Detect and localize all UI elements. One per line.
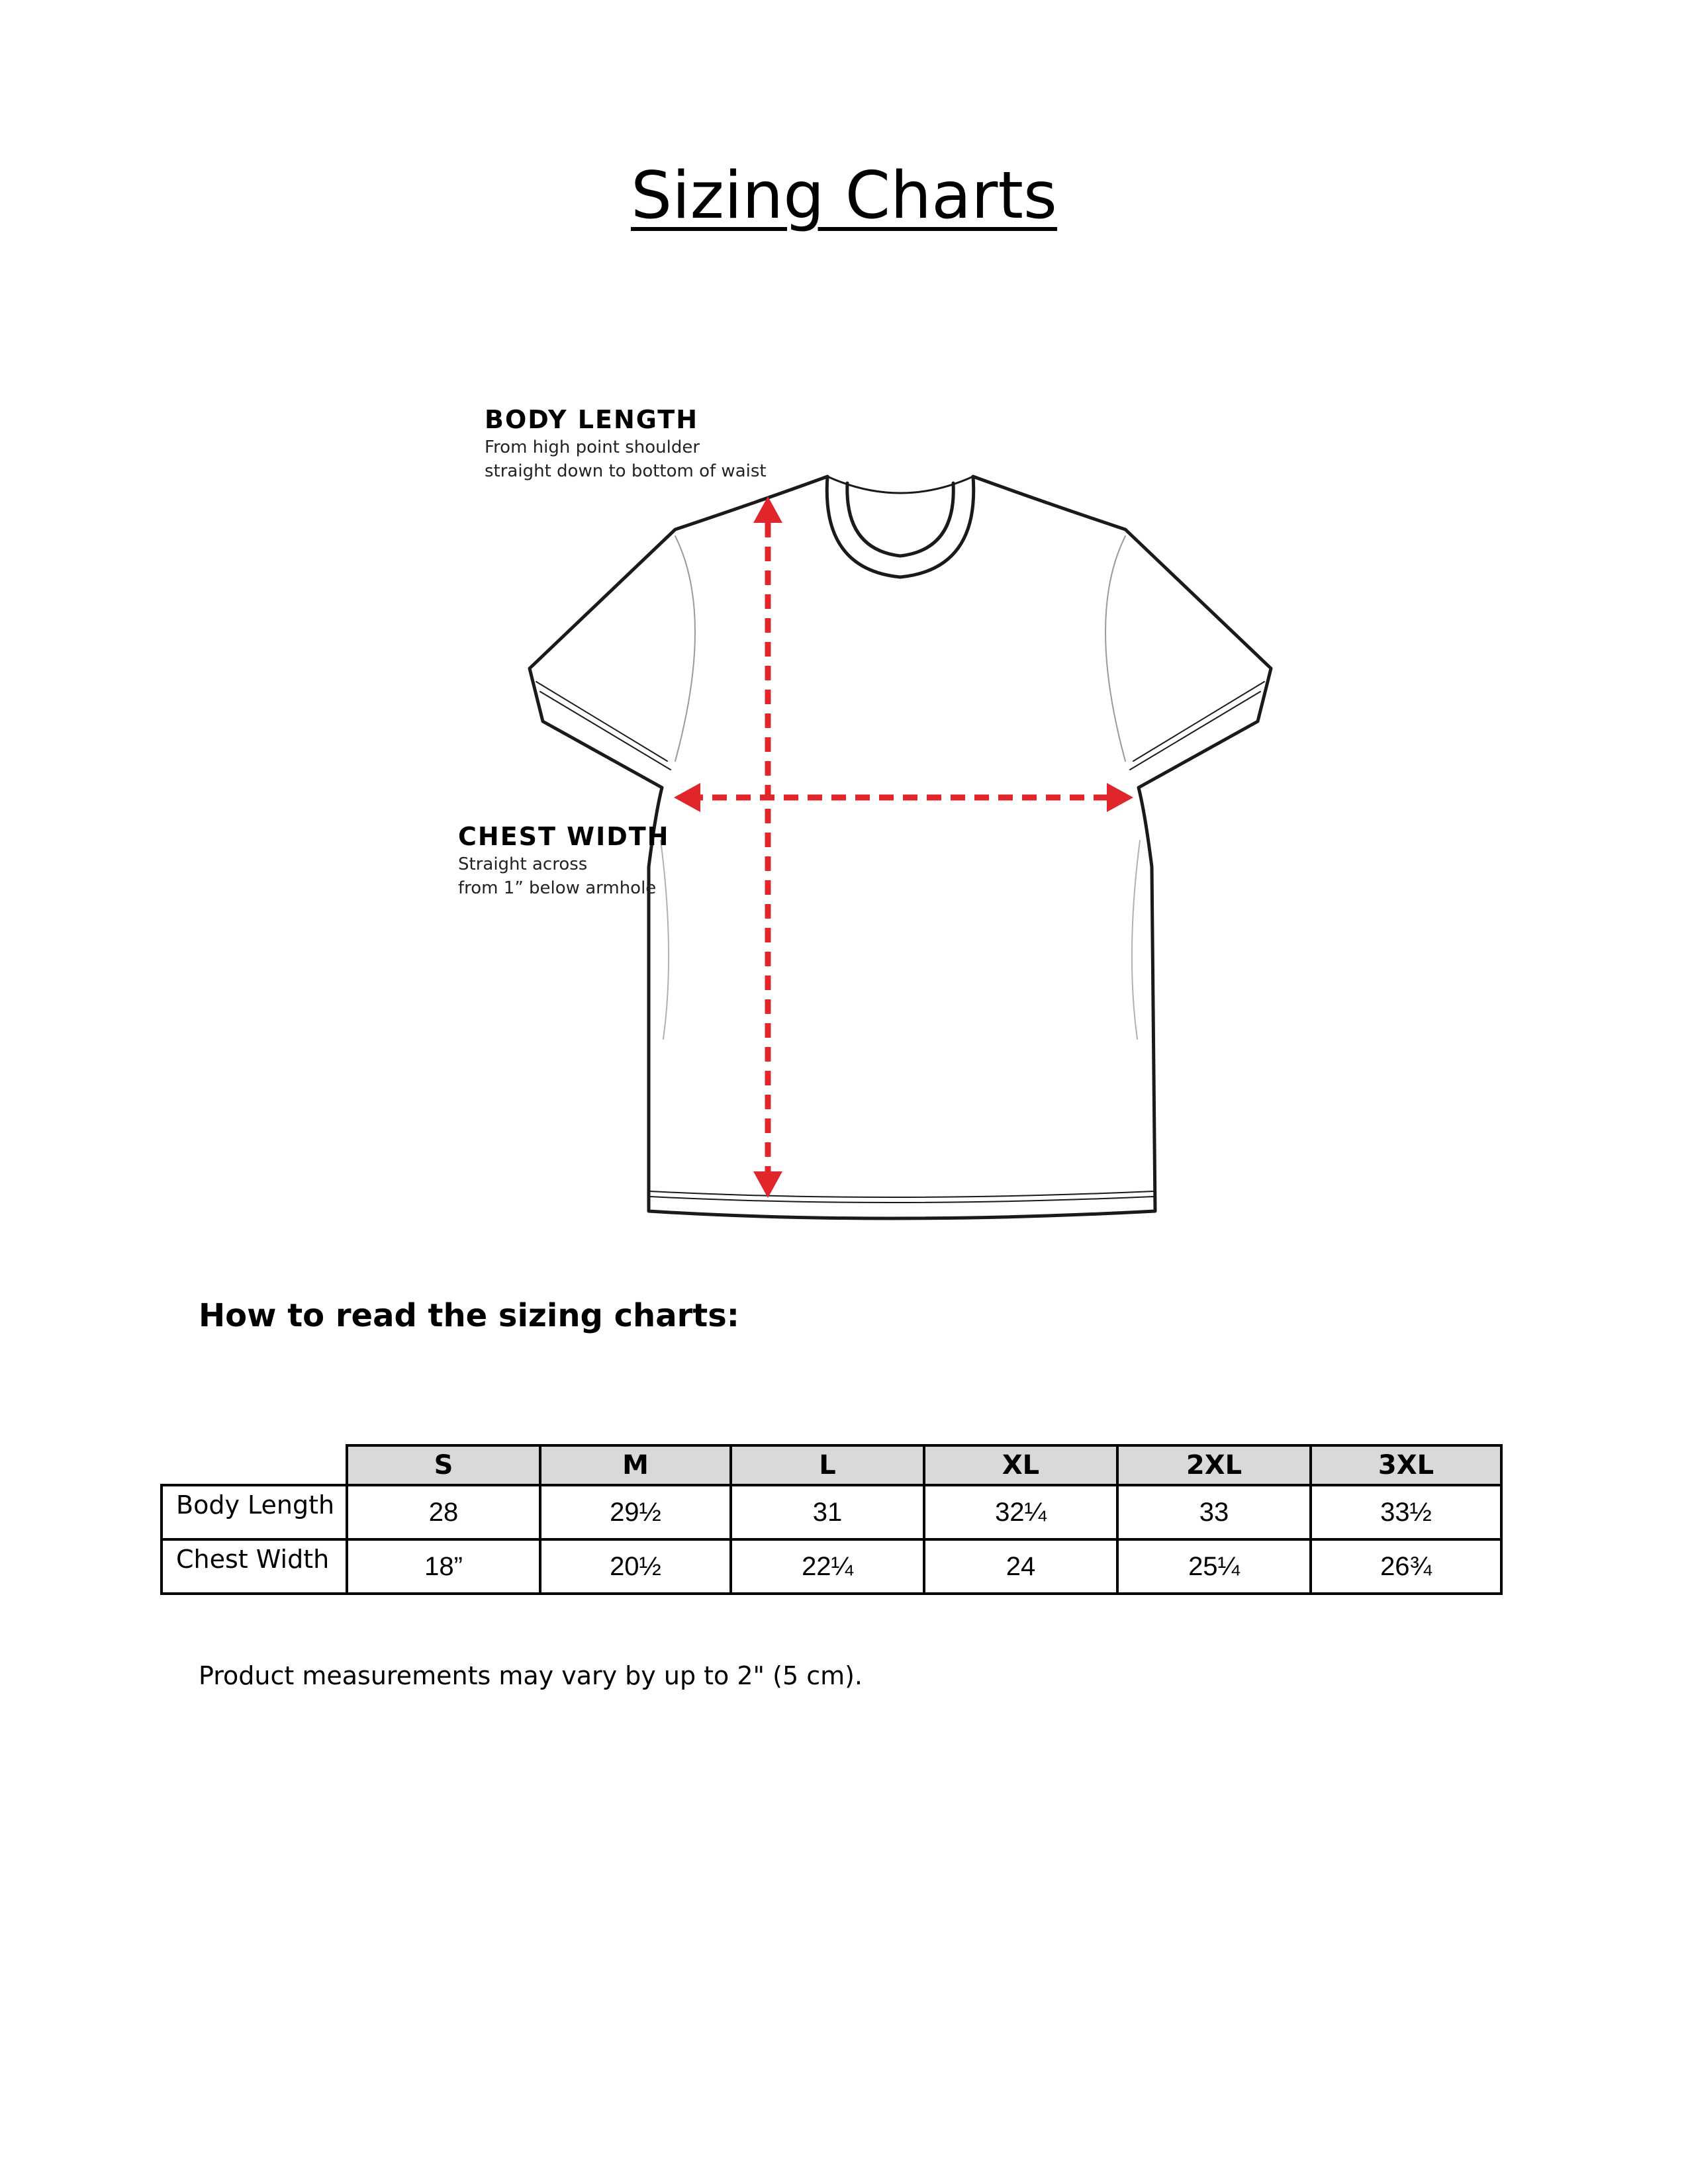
- table-corner-cell: [162, 1445, 347, 1485]
- chest-width-desc-1: Straight across: [458, 854, 588, 874]
- column-header: M: [540, 1445, 731, 1485]
- body-length-desc-1: From high point shoulder: [485, 437, 700, 457]
- table-cell: 29½: [540, 1485, 731, 1539]
- table-cell: 24: [924, 1539, 1117, 1594]
- column-header: 2XL: [1117, 1445, 1311, 1485]
- tshirt-diagram: [424, 390, 1311, 1238]
- section-heading: How to read the sizing charts:: [199, 1297, 739, 1334]
- body-length-desc-2: straight down to bottom of waist: [485, 461, 767, 481]
- column-header: XL: [924, 1445, 1117, 1485]
- body-length-heading: BODY LENGTH: [485, 405, 699, 434]
- table-cell: 33½: [1311, 1485, 1501, 1539]
- table-row: [162, 1539, 1501, 1594]
- chest-width-desc-2: from 1” below armhole: [458, 878, 657, 898]
- table-cell: 28: [347, 1485, 540, 1539]
- row-label: Chest Width: [162, 1539, 347, 1594]
- table-cell: 20½: [540, 1539, 731, 1594]
- page-title: [0, 159, 1688, 234]
- chest-width-arrow: [674, 783, 1133, 812]
- measurement-note: Product measurements may vary by up to 2" (5 cm).: [199, 1661, 863, 1690]
- size-table: [160, 1444, 1503, 1595]
- tshirt-measurement-illustration: [424, 390, 1311, 1238]
- column-header: 3XL: [1311, 1445, 1501, 1485]
- page-title-text: Sizing Charts: [631, 158, 1057, 234]
- row-label: Body Length: [162, 1485, 347, 1539]
- table-cell: 33: [1117, 1485, 1311, 1539]
- table-cell: 18”: [347, 1539, 540, 1594]
- table-header-row: [162, 1445, 1501, 1485]
- chest-width-heading: CHEST WIDTH: [458, 822, 670, 851]
- body-length-arrow: [753, 496, 782, 1198]
- column-header: S: [347, 1445, 540, 1485]
- table-cell: 32¼: [924, 1485, 1117, 1539]
- column-header: L: [731, 1445, 924, 1485]
- table-cell: 22¼: [731, 1539, 924, 1594]
- table-cell: 26¾: [1311, 1539, 1501, 1594]
- table-cell: 25¼: [1117, 1539, 1311, 1594]
- table-row: [162, 1485, 1501, 1539]
- table-cell: 31: [731, 1485, 924, 1539]
